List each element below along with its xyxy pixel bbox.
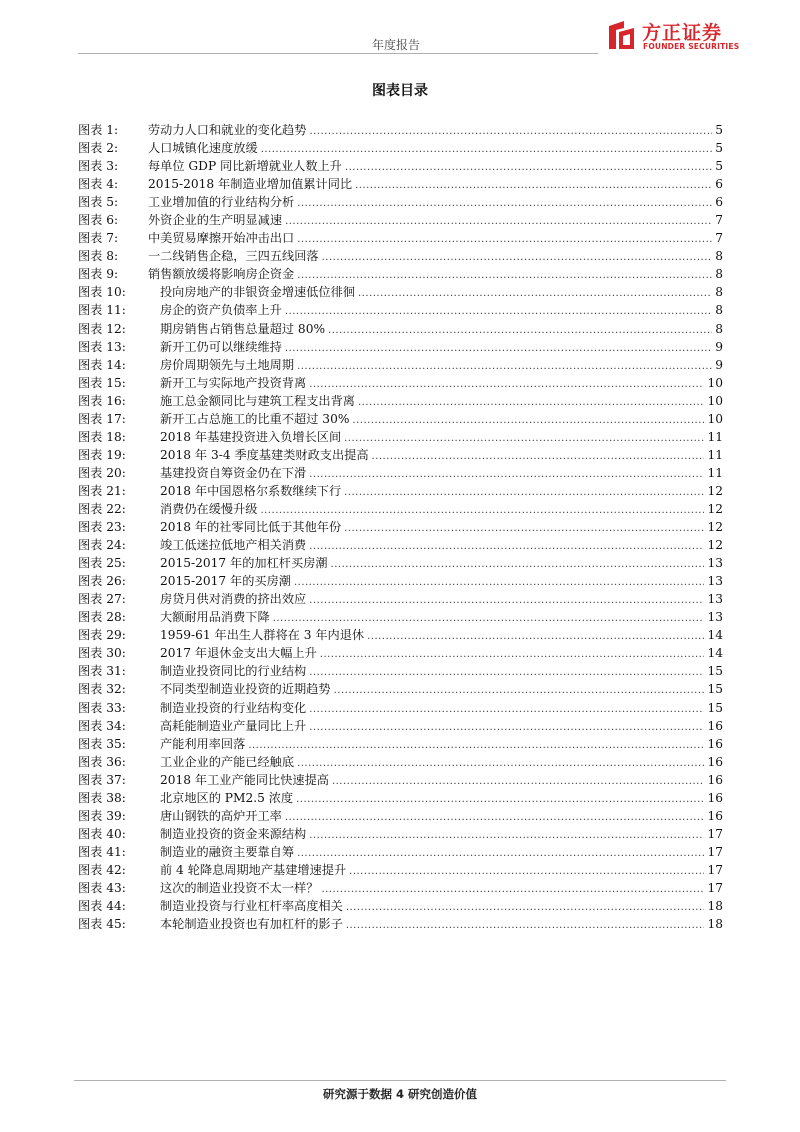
toc-figure-label: 图表 27: (78, 592, 126, 607)
toc-page-number[interactable]: 16 (707, 754, 723, 769)
toc-page-number[interactable]: 15 (707, 700, 723, 715)
toc-dot-leader (349, 863, 704, 881)
toc-dot-leader (297, 231, 712, 249)
toc-row[interactable] (78, 536, 723, 554)
toc-figure-label: 图表 8: (78, 249, 119, 264)
toc-dot-leader (346, 917, 705, 935)
toc-dot-leader (285, 303, 712, 321)
toc-figure-title[interactable]: 房贷月供对消费的挤出效应 (160, 592, 307, 607)
toc-figure-title[interactable]: 2015-2017 年的加杠杆买房潮 (160, 556, 328, 571)
toc-figure-title[interactable]: 外资企业的生产明显减速 (148, 213, 283, 228)
toc-dot-leader (309, 719, 704, 737)
founder-securities-logo (606, 18, 756, 56)
toc-figure-title[interactable]: 2015-2018 年制造业增加值累计同比 (148, 177, 353, 192)
toc-figure-title[interactable]: 每单位 GDP 同比新增就业人数上升 (148, 159, 342, 174)
toc-figure-label: 图表 14: (78, 357, 126, 372)
toc-row[interactable] (78, 753, 723, 771)
toc-figure-label: 图表 31: (78, 664, 126, 679)
toc-figure-title[interactable]: 新开工与实际地产投资背离 (160, 375, 307, 390)
toc-dot-leader (297, 358, 712, 376)
figure-toc-list (78, 121, 723, 933)
toc-figure-label: 图表 24: (78, 538, 126, 553)
toc-row[interactable] (78, 229, 723, 247)
toc-figure-title[interactable]: 本轮制造业投资也有加杠杆的影子 (160, 917, 343, 932)
toc-page-number[interactable]: 7 (715, 231, 723, 246)
toc-page-number[interactable]: 12 (707, 483, 723, 498)
toc-figure-label: 图表 34: (78, 718, 126, 733)
toc-figure-title[interactable]: 人口城镇化速度放缓 (148, 141, 258, 156)
toc-row[interactable] (78, 139, 723, 157)
toc-page-number[interactable]: 11 (707, 429, 723, 444)
toc-row[interactable] (78, 608, 723, 626)
toc-page-number[interactable]: 8 (715, 285, 723, 300)
toc-figure-label: 图表 30: (78, 646, 126, 661)
toc-page-number[interactable]: 16 (707, 736, 723, 751)
toc-page-number[interactable]: 5 (715, 159, 723, 174)
toc-page-number[interactable]: 10 (707, 375, 723, 390)
toc-dot-leader (355, 177, 712, 195)
toc-page-number[interactable]: 12 (707, 501, 723, 516)
toc-figure-label: 图表 12: (78, 321, 126, 336)
toc-figure-label: 图表 25: (78, 556, 126, 571)
toc-figure-label: 图表 20: (78, 465, 126, 480)
toc-figure-label: 图表 41: (78, 844, 126, 859)
toc-figure-label: 图表 23: (78, 520, 126, 535)
toc-page-number[interactable]: 8 (715, 321, 723, 336)
toc-figure-title[interactable]: 房企的资产负债率上升 (160, 303, 282, 318)
toc-figure-label: 图表 17: (78, 411, 126, 426)
toc-page-number[interactable]: 6 (715, 195, 723, 210)
toc-row[interactable] (78, 590, 723, 608)
toc-dot-leader (331, 556, 705, 574)
toc-dot-leader (309, 827, 704, 845)
toc-figure-title[interactable]: 工业企业的产能已经触底 (160, 754, 295, 769)
toc-figure-label: 图表 6: (78, 213, 119, 228)
toc-dot-leader (320, 646, 705, 664)
toc-figure-title[interactable]: 高耗能制造业产量同比上升 (160, 718, 307, 733)
toc-row[interactable] (78, 717, 723, 735)
toc-figure-label: 图表 37: (78, 772, 126, 787)
toc-page-number[interactable]: 5 (715, 123, 723, 137)
toc-figure-label: 图表 45: (78, 917, 126, 932)
toc-page-number[interactable]: 17 (707, 880, 723, 895)
toc-figure-label: 图表 38: (78, 790, 126, 805)
toc-page-number[interactable]: 6 (715, 177, 723, 192)
toc-figure-label: 图表 42: (78, 862, 126, 877)
page-header (0, 0, 800, 60)
logo-chinese-name: 方正证券 (642, 22, 723, 44)
toc-figure-title[interactable]: 前 4 轮降息周期地产基建增速提升 (160, 862, 347, 877)
toc-figure-title[interactable]: 工业增加值的行业结构分析 (148, 195, 295, 210)
toc-page-number[interactable]: 16 (707, 808, 723, 823)
toc-dot-leader (297, 845, 704, 863)
toc-figure-title[interactable]: 一二线销售企稳，三四五线回落 (148, 249, 319, 264)
toc-figure-title[interactable]: 竣工低迷拉低地产相关消费 (160, 538, 307, 553)
toc-figure-title[interactable]: 消费仍在缓慢升级 (160, 501, 258, 516)
toc-row[interactable] (78, 626, 723, 644)
toc-row[interactable] (78, 301, 723, 319)
toc-figure-title[interactable]: 不同类型制造业投资的近期趋势 (160, 682, 331, 697)
toc-figure-label: 图表 3: (78, 159, 119, 174)
toc-figure-title[interactable]: 新开工占总施工的比重不超过 30% (160, 411, 350, 426)
toc-dot-leader (309, 376, 704, 394)
toc-page-number[interactable]: 13 (707, 556, 723, 571)
toc-row[interactable] (78, 518, 723, 536)
toc-row[interactable] (78, 374, 723, 392)
toc-figure-label: 图表 40: (78, 826, 126, 841)
toc-dot-leader (297, 755, 704, 773)
toc-figure-title[interactable]: 2018 年中国恩格尔系数继续下行 (160, 483, 342, 498)
toc-figure-label: 图表 5: (78, 195, 119, 210)
toc-figure-title[interactable]: 制造业投资同比的行业结构 (160, 664, 307, 679)
toc-row[interactable] (78, 735, 723, 753)
toc-figure-title[interactable]: 2018 年 3-4 季度基建类财政支出提高 (160, 447, 369, 462)
toc-row[interactable] (78, 915, 723, 933)
toc-page-number[interactable]: 16 (707, 718, 723, 733)
toc-row[interactable] (78, 446, 723, 464)
toc-dot-leader (358, 394, 704, 412)
toc-figure-title[interactable]: 制造业的融资主要靠自筹 (160, 844, 295, 859)
toc-dot-leader (285, 809, 705, 827)
toc-figure-label: 图表 32: (78, 682, 126, 697)
toc-page-number[interactable]: 9 (715, 339, 723, 354)
toc-page-number[interactable]: 15 (707, 664, 723, 679)
toc-page-number[interactable]: 12 (707, 538, 723, 553)
toc-figure-title[interactable]: 投向房地产的非银资金增速低位徘徊 (160, 285, 355, 300)
toc-dot-leader (294, 574, 705, 592)
toc-figure-title[interactable]: 劳动力人口和就业的变化趋势 (148, 123, 307, 137)
toc-row[interactable] (78, 193, 723, 211)
toc-dot-leader (296, 791, 704, 809)
toc-row[interactable] (78, 644, 723, 662)
toc-row[interactable] (78, 482, 723, 500)
toc-figure-title[interactable]: 这次的制造业投资不太一样？ (160, 880, 319, 895)
toc-page-number[interactable]: 18 (707, 899, 723, 914)
toc-figure-label: 图表 9: (78, 267, 119, 282)
toc-dot-leader (346, 899, 705, 917)
toc-page-number[interactable]: 10 (707, 393, 723, 408)
toc-dot-leader (285, 340, 712, 358)
toc-dot-leader (328, 322, 712, 340)
toc-row[interactable] (78, 572, 723, 590)
toc-dot-leader (372, 448, 705, 466)
toc-figure-title[interactable]: 2018 年基建投资进入负增长区间 (160, 429, 342, 444)
toc-row[interactable] (78, 175, 723, 193)
toc-dot-leader (352, 412, 704, 430)
toc-page-number[interactable]: 13 (707, 610, 723, 625)
toc-figure-label: 图表 16: (78, 393, 126, 408)
toc-figure-label: 图表 11: (78, 303, 126, 318)
toc-dot-leader (297, 267, 712, 285)
toc-dot-leader (309, 664, 704, 682)
toc-row[interactable] (78, 825, 723, 843)
toc-row[interactable] (78, 807, 723, 825)
toc-figure-title[interactable]: 施工总金额同比与建筑工程支出背离 (160, 393, 355, 408)
toc-row[interactable] (78, 338, 723, 356)
toc-row[interactable] (78, 121, 723, 139)
toc-page-number[interactable]: 13 (707, 592, 723, 607)
toc-figure-label: 图表 22: (78, 501, 126, 516)
toc-row[interactable] (78, 662, 723, 680)
toc-row[interactable] (78, 283, 723, 301)
toc-dot-leader (358, 285, 712, 303)
toc-dot-leader (309, 701, 704, 719)
toc-page-number[interactable]: 11 (707, 447, 723, 462)
toc-dot-leader (285, 213, 712, 231)
toc-figure-title[interactable]: 2018 年工业产能同比快速提高 (160, 772, 329, 787)
founder-logo-icon (606, 20, 636, 50)
toc-page-number[interactable]: 16 (707, 790, 723, 805)
toc-dot-leader (309, 592, 704, 610)
toc-dot-leader (322, 249, 713, 267)
toc-page-number[interactable]: 14 (707, 646, 723, 661)
toc-page-number[interactable]: 8 (715, 303, 723, 318)
toc-figure-title[interactable]: 基建投资自筹资金仍在下滑 (160, 465, 307, 480)
toc-figure-label: 图表 4: (78, 177, 119, 192)
toc-page-number[interactable]: 13 (707, 574, 723, 589)
toc-figure-title[interactable]: 期房销售占销售总量超过 80% (160, 321, 326, 336)
toc-dot-leader (344, 430, 704, 448)
toc-row[interactable] (78, 897, 723, 915)
toc-page-number[interactable]: 12 (707, 520, 723, 535)
toc-row[interactable] (78, 211, 723, 229)
toc-row[interactable] (78, 680, 723, 698)
toc-figure-title[interactable]: 中美贸易摩擦开始冲击出口 (148, 231, 295, 246)
toc-row[interactable] (78, 392, 723, 410)
toc-page-number[interactable]: 16 (707, 772, 723, 787)
toc-row[interactable] (78, 500, 723, 518)
toc-page-number[interactable]: 14 (707, 628, 723, 643)
toc-figure-label: 图表 19: (78, 447, 126, 462)
toc-figure-title[interactable]: 唐山钢铁的高炉开工率 (160, 808, 282, 823)
toc-dot-leader (345, 159, 712, 177)
toc-row[interactable] (78, 428, 723, 446)
toc-page-number[interactable]: 7 (715, 213, 723, 228)
toc-figure-title[interactable]: 2018 年的社零同比低于其他年份 (160, 520, 342, 535)
toc-figure-title[interactable]: 制造业投资的资金来源结构 (160, 826, 307, 841)
toc-figure-title[interactable]: 2017 年退休金支出大幅上升 (160, 646, 317, 661)
toc-row[interactable] (78, 861, 723, 879)
toc-page-number[interactable]: 17 (707, 844, 723, 859)
toc-row[interactable] (78, 265, 723, 283)
toc-dot-leader (332, 773, 705, 791)
toc-row[interactable] (78, 554, 723, 572)
footer-divider (74, 1080, 726, 1081)
logo-english-name: FOUNDER SECURITIES (643, 42, 740, 51)
toc-figure-label: 图表 43: (78, 880, 126, 895)
toc-figure-title[interactable]: 北京地区的 PM2.5 浓度 (160, 790, 294, 805)
toc-page-number[interactable]: 5 (715, 141, 723, 156)
toc-dot-leader (344, 484, 704, 502)
toc-figure-label: 图表 13: (78, 339, 126, 354)
report-type-label: 年度报告 (372, 38, 421, 52)
toc-row[interactable] (78, 157, 723, 175)
toc-page-number[interactable]: 18 (707, 917, 723, 932)
toc-row[interactable] (78, 356, 723, 374)
toc-dot-leader (367, 628, 704, 646)
header-divider (78, 53, 598, 54)
toc-figure-title[interactable]: 大额耐用品消费下降 (160, 610, 270, 625)
toc-figure-label: 图表 36: (78, 754, 126, 769)
toc-figure-label: 图表 39: (78, 808, 126, 823)
toc-figure-label: 图表 21: (78, 483, 126, 498)
toc-row[interactable] (78, 464, 723, 482)
toc-figure-title[interactable]: 新开工仍可以继续维持 (160, 339, 282, 354)
toc-figure-label: 图表 44: (78, 899, 126, 914)
toc-heading: 图表目录 (372, 83, 428, 99)
toc-dot-leader (309, 123, 712, 141)
toc-figure-label: 图表 29: (78, 628, 126, 643)
toc-dot-leader (309, 466, 704, 484)
toc-figure-label: 图表 7: (78, 231, 119, 246)
toc-figure-label: 图表 35: (78, 736, 126, 751)
toc-row[interactable] (78, 879, 723, 897)
toc-figure-title[interactable]: 销售额放缓将影响房企资金 (148, 267, 295, 282)
toc-dot-leader (297, 195, 712, 213)
toc-dot-leader (248, 737, 704, 755)
toc-figure-label: 图表 15: (78, 375, 126, 390)
toc-row[interactable] (78, 320, 723, 338)
toc-dot-leader (334, 682, 705, 700)
toc-figure-label: 图表 33: (78, 700, 126, 715)
toc-page-number[interactable]: 17 (707, 826, 723, 841)
toc-dot-leader (321, 881, 704, 899)
toc-page-number[interactable]: 10 (707, 411, 723, 426)
toc-figure-title[interactable]: 房价周期领先与土地周期 (160, 357, 295, 372)
toc-figure-title[interactable]: 制造业投资与行业杠杆率高度相关 (160, 899, 343, 914)
toc-figure-title[interactable]: 制造业投资的行业结构变化 (160, 700, 307, 715)
toc-page-number[interactable]: 8 (715, 249, 723, 264)
toc-dot-leader (309, 538, 704, 556)
toc-figure-title[interactable]: 1959-61 年出生人群将在 3 年内退休 (160, 628, 365, 643)
toc-page-number[interactable]: 17 (707, 862, 723, 877)
toc-figure-label: 图表 1: (78, 123, 119, 137)
toc-figure-label: 图表 28: (78, 610, 126, 625)
footer-slogan: 研究源于数据 4 研究创造价值 (322, 1087, 477, 1101)
toc-row[interactable] (78, 699, 723, 717)
toc-figure-label: 图表 10: (78, 285, 126, 300)
toc-row[interactable] (78, 843, 723, 861)
toc-figure-title[interactable]: 产能利用率回落 (160, 736, 246, 751)
toc-page-number[interactable]: 11 (707, 465, 723, 480)
toc-row[interactable] (78, 410, 723, 428)
toc-dot-leader (344, 520, 704, 538)
toc-page-number[interactable]: 9 (715, 357, 723, 372)
toc-figure-label: 图表 2: (78, 141, 119, 156)
toc-row[interactable] (78, 247, 723, 265)
toc-figure-label: 图表 26: (78, 574, 126, 589)
toc-figure-label: 图表 18: (78, 429, 126, 444)
toc-page-number[interactable]: 15 (707, 682, 723, 697)
toc-figure-title[interactable]: 2015-2017 年的买房潮 (160, 574, 291, 589)
toc-row[interactable] (78, 771, 723, 789)
toc-row[interactable] (78, 789, 723, 807)
toc-page-number[interactable]: 8 (715, 267, 723, 282)
